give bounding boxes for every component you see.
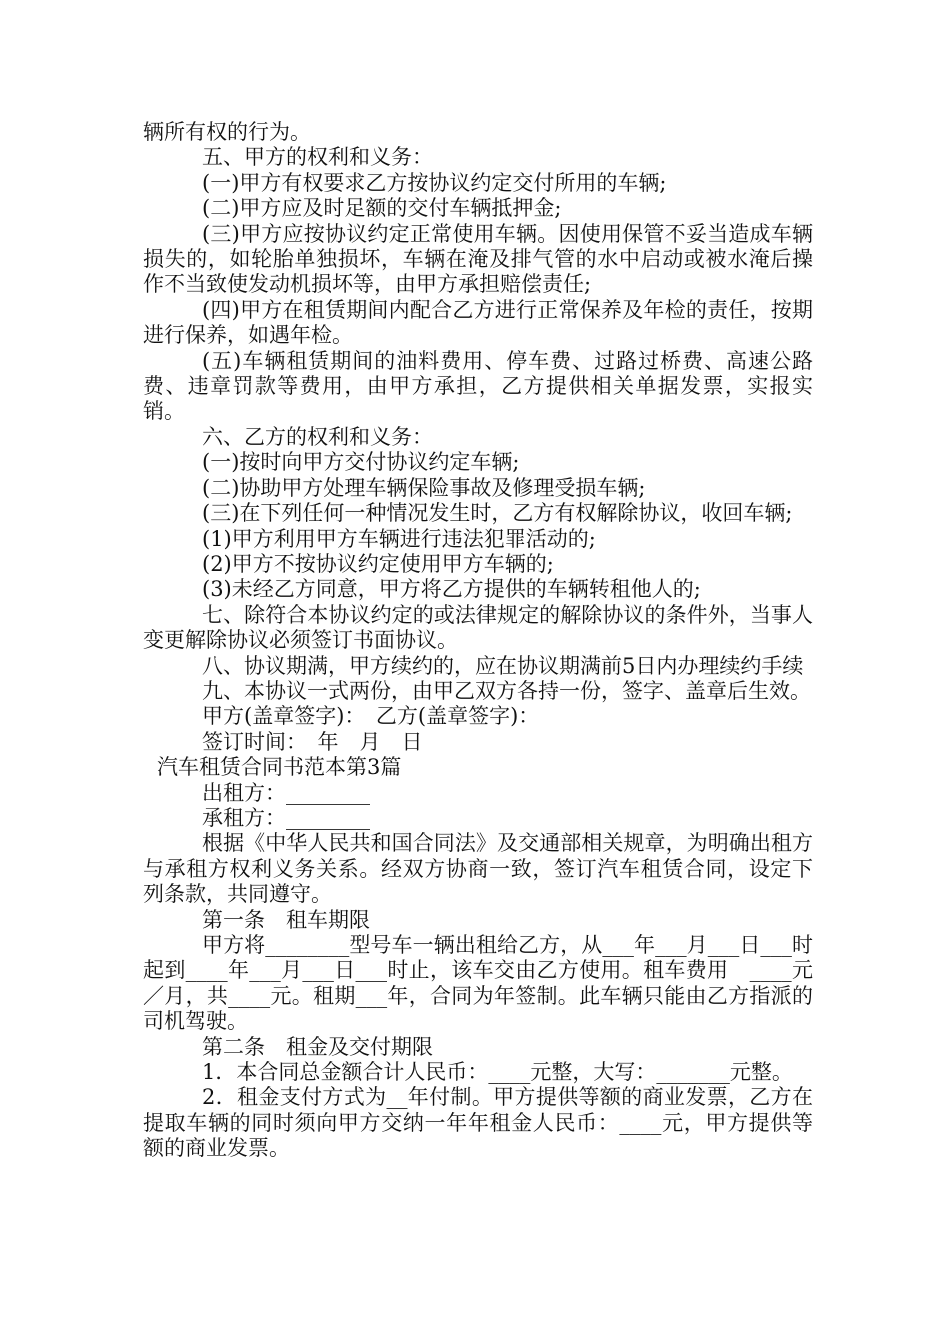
paragraph: 1．本合同总金额合计人民币：____元整，大写：_______元整。 bbox=[202, 1060, 793, 1085]
paragraph: (一)按时向甲方交付协议约定车辆; bbox=[202, 450, 520, 475]
article-heading: 第二条 租金及交付期限 bbox=[202, 1034, 433, 1059]
paragraph: 2．租金支付方式为__年付制。甲方提供等额的商业发票，乙方在提取车辆的同时须向甲方交纳一年年租金人民币：____元，甲方提供等额的商业发票。 bbox=[143, 1085, 813, 1161]
paragraph: 根据《中华人民共和国合同法》及交通部相关规章，为明确出租方与承租方权利义务关系。经双方协商一致，签订汽车租赁合同，设定下列条款，共同遵守。 bbox=[143, 831, 813, 907]
paragraph: (三)甲方应按协议约定正常使用车辆。因使用保管不妥当造成车辆损失的，如轮胎单独损坏，车辆在淹及排气管的水中启动或被水淹后操作不当致使发动机损坏等，由甲方承担赔偿责任; bbox=[143, 221, 813, 297]
lessor-line: 出租方：________ bbox=[202, 780, 370, 805]
paragraph: 甲方将________型号车一辆出租给乙方，从___年___月___日___时起到____年___月___日___时止，该车交由乙方使用。租车费用 ____元／月，共____元。租期___年，合同为年签制。此车辆只能由乙方指派的司机驾驶。 bbox=[143, 933, 813, 1034]
signing-date-line: 签订时间： 年 月 日 bbox=[202, 729, 423, 754]
section-heading: 六、乙方的权利和义务： bbox=[202, 424, 433, 449]
section-heading: 九、本协议一式两份，由甲乙双方各持一份，签字、盖章后生效。 bbox=[202, 678, 811, 703]
signature-line: 甲方(盖章签字)： 乙方(盖章签字)： bbox=[202, 704, 540, 729]
paragraph: (五)车辆租赁期间的油料费用、停车费、过路过桥费、高速公路费、违章罚款等费用，由甲方承担，乙方提供相关单据发票，实报实销。 bbox=[143, 348, 813, 424]
section-heading: 五、甲方的权利和义务： bbox=[202, 145, 433, 170]
paragraph: 辆所有权的行为。 bbox=[143, 120, 311, 144]
paragraph: (一)甲方有权要求乙方按协议约定交付所用的车辆; bbox=[202, 170, 667, 195]
paragraph: (二)协助甲方处理车辆保险事故及修理受损车辆; bbox=[202, 475, 646, 500]
paragraph: (3)未经乙方同意，甲方将乙方提供的车辆转租他人的; bbox=[202, 577, 701, 602]
lessee-line: 承租方：________ bbox=[202, 805, 370, 830]
paragraph: (二)甲方应及时足额的交付车辆抵押金; bbox=[202, 196, 562, 221]
paragraph: (2)甲方不按协议约定使用甲方车辆的; bbox=[202, 551, 554, 576]
paragraph: (三)在下列任何一种情况发生时，乙方有权解除协议，收回车辆; bbox=[202, 501, 793, 526]
document-body bbox=[143, 120, 813, 1162]
paragraph: (1)甲方利用甲方车辆进行违法犯罪活动的; bbox=[202, 526, 596, 551]
section-heading: 七、除符合本协议约定的或法律规定的解除协议的条件外，当事人变更解除协议必须签订书面协议。 bbox=[143, 602, 813, 653]
paragraph: (四)甲方在租赁期间内配合乙方进行正常保养及年检的责任，按期进行保养，如遇年检。 bbox=[143, 297, 813, 348]
document-title: 汽车租赁合同书范本第3篇 bbox=[157, 755, 402, 780]
section-heading: 八、协议期满，甲方续约的，应在协议期满前5日内办理续约手续 bbox=[202, 653, 804, 678]
article-heading: 第一条 租车期限 bbox=[202, 907, 370, 932]
